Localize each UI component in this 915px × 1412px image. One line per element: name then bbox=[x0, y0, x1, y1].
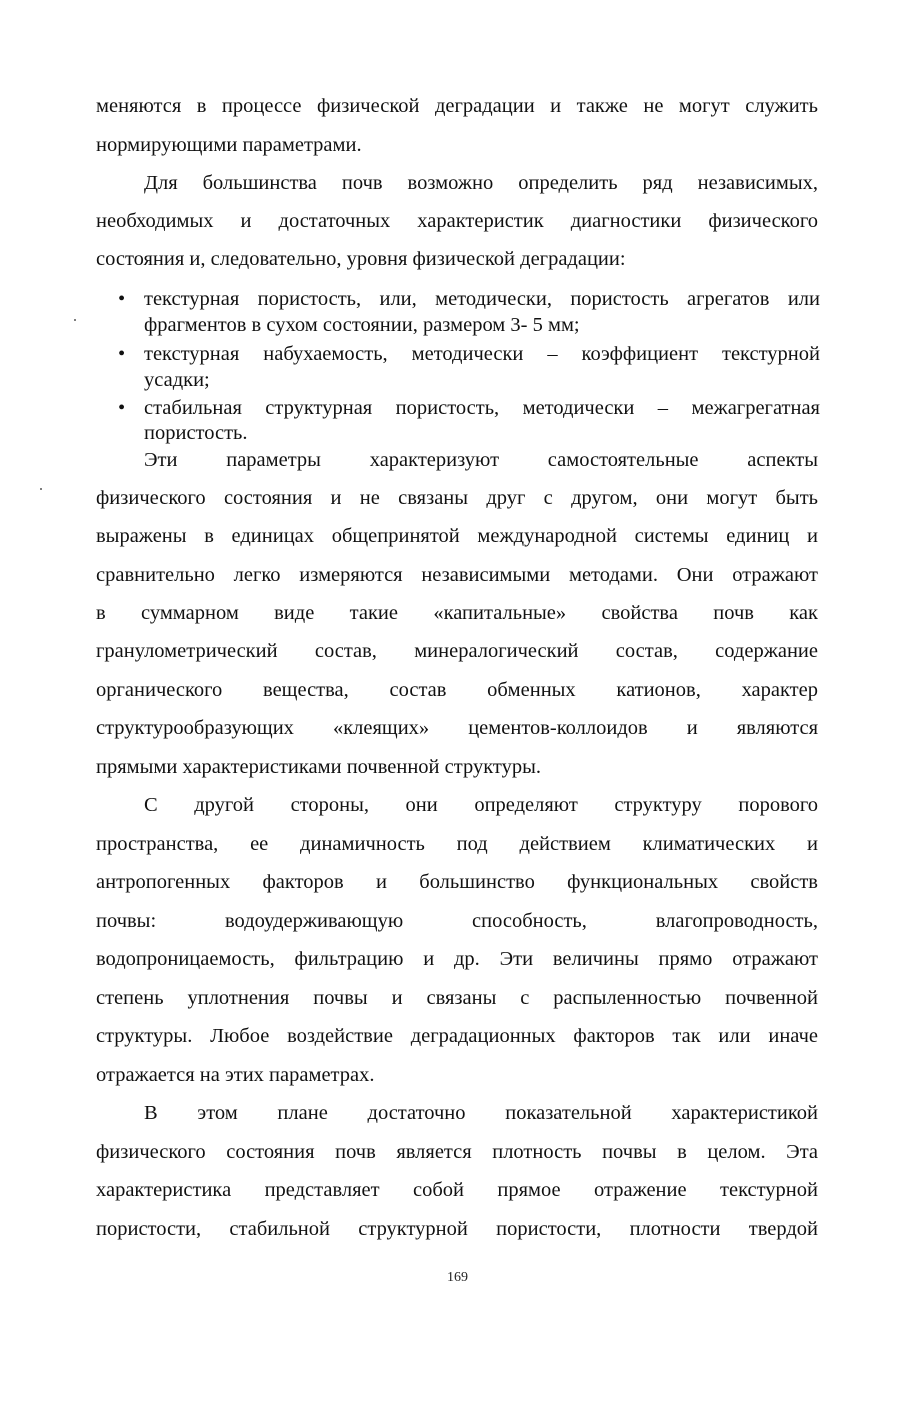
bullet-continuation: фрагментов в сухом состоянии, размером 3- 5 мм; bbox=[144, 314, 580, 336]
text-line: сравнительно легко измеряются независимыми методами. Они отражают bbox=[96, 564, 818, 586]
paragraph-first-line: Эти параметры характеризуют самостоятельные аспекты bbox=[144, 449, 818, 471]
text-line: нормирующими параметрами. bbox=[96, 134, 362, 156]
paragraph-first-line: Для большинства почв возможно определить ряд независимых, bbox=[144, 172, 818, 194]
scan-speck bbox=[74, 319, 76, 321]
paragraph-first-line: В этом плане достаточно показательной характеристикой bbox=[144, 1102, 818, 1124]
bullet-continuation: усадки; bbox=[144, 369, 210, 391]
text-line: физического состояния и не связаны друг с другом, они могут быть bbox=[96, 487, 818, 509]
text-line: прямыми характеристиками почвенной структуры. bbox=[96, 756, 541, 778]
text-line: структурообразующих «клеящих» цементов-коллоидов и являются bbox=[96, 717, 818, 739]
paragraph-first-line: С другой стороны, они определяют структуру порового bbox=[144, 794, 818, 816]
text-line: меняются в процессе физической деградации и также не могут служить bbox=[96, 95, 818, 117]
bullet-icon: • bbox=[118, 288, 126, 310]
text-line: отражается на этих параметрах. bbox=[96, 1064, 375, 1086]
bullet-text: стабильная структурная пористость, методически – межагрегатная bbox=[144, 397, 820, 419]
text-line: водопроницаемость, фильтрацию и др. Эти величины прямо отражают bbox=[96, 948, 818, 970]
scan-speck bbox=[40, 488, 42, 490]
text-line: выражены в единицах общепринятой международной системы единиц и bbox=[96, 525, 818, 547]
bullet-continuation: пористость. bbox=[144, 422, 248, 444]
page-number: 169 bbox=[447, 1270, 468, 1285]
text-line: антропогенных факторов и большинство функциональных свойств bbox=[96, 871, 818, 893]
bullet-text: текстурная пористость, или, методически, пористость агрегатов или bbox=[144, 288, 820, 310]
text-line: пористости, стабильной структурной пористости, плотности твердой bbox=[96, 1218, 818, 1240]
text-line: необходимых и достаточных характеристик диагностики физического bbox=[96, 210, 818, 232]
text-line: почвы: водоудерживающую способность, влагопроводность, bbox=[96, 910, 818, 932]
text-line: структуры. Любое воздействие деградационных факторов так или иначе bbox=[96, 1025, 818, 1047]
text-line: органического вещества, состав обменных катионов, характер bbox=[96, 679, 818, 701]
bullet-item bbox=[118, 342, 820, 366]
bullet-icon: • bbox=[118, 397, 126, 419]
text-line: характеристика представляет собой прямое отражение текстурной bbox=[96, 1179, 818, 1201]
bullet-item bbox=[118, 396, 820, 420]
bullet-icon: • bbox=[118, 343, 126, 365]
text-line: степень уплотнения почвы и связаны с распыленностью почвенной bbox=[96, 987, 818, 1009]
bullet-text: текстурная набухаемость, методически – коэффициент текстурной bbox=[144, 343, 820, 365]
bullet-item bbox=[118, 287, 820, 311]
text-line: состояния и, следовательно, уровня физической деградации: bbox=[96, 248, 626, 270]
text-line: физического состояния почв является плотность почвы в целом. Эта bbox=[96, 1141, 818, 1163]
text-line: пространства, ее динамичность под действием климатических и bbox=[96, 833, 818, 855]
text-line: гранулометрический состав, минералогический состав, содержание bbox=[96, 640, 818, 662]
text-line: в суммарном виде такие «капитальные» свойства почв как bbox=[96, 602, 818, 624]
